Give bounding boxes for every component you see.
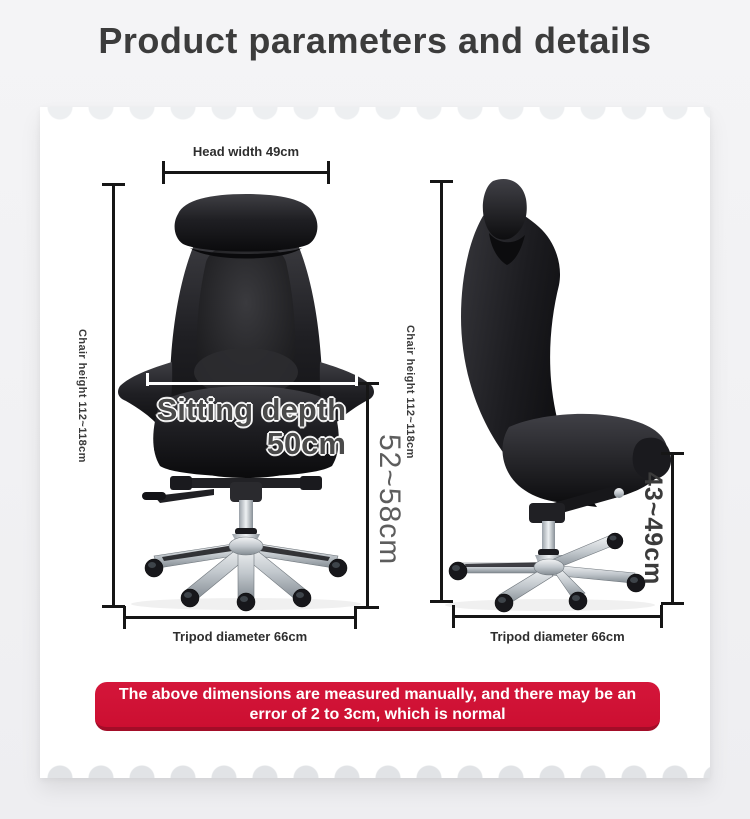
dimension-cap: [162, 161, 165, 184]
notice-line-2: error of 2 to 3cm, which is normal: [249, 705, 506, 723]
dimension-cap: [123, 606, 126, 629]
front-head-width-label: Head width 49cm: [192, 144, 300, 159]
front-head-width-dimension-line: [162, 171, 330, 174]
dimension-cap: [102, 605, 125, 608]
front-seat-height-label: 52~58cm: [373, 434, 406, 566]
dimension-cap: [356, 382, 379, 385]
side-seat-height-label: 43~49cm: [639, 471, 667, 586]
dimension-cap: [356, 606, 379, 609]
dimension-cap: [660, 605, 663, 628]
dimension-cap: [430, 600, 453, 603]
side-chair-height-dimension-line: [440, 180, 443, 603]
side-seat-height-dimension-line: [671, 452, 674, 605]
front-chair-height-label: Chair height 112~118cm: [76, 328, 88, 463]
page-title: Product parameters and details: [98, 20, 652, 61]
side-tripod-label: Tripod diameter 66cm: [490, 629, 625, 644]
front-tripod-label: Tripod diameter 66cm: [172, 629, 308, 644]
dimension-cap: [355, 373, 358, 386]
measurement-notice-banner: [95, 682, 660, 731]
dimension-cap: [430, 180, 453, 183]
stamp-perforation-top: [40, 107, 710, 122]
front-tripod-dimension-line: [123, 616, 357, 619]
sitting-depth-line: [146, 382, 358, 385]
sitting-depth-value: 50cm: [266, 426, 346, 461]
sitting-depth-text: Sitting depth: [156, 392, 346, 427]
front-chair-height-dimension-line: [112, 183, 115, 608]
sitting-depth-label: [150, 393, 346, 461]
notice-line-1: The above dimensions are measured manually, and there may be an: [118, 685, 637, 703]
dimension-cap: [354, 606, 357, 629]
stamp-perforation-bottom: [40, 763, 710, 778]
dimension-cap: [102, 183, 125, 186]
dimension-cap: [327, 161, 330, 184]
side-chair-height-label: Chair height 112~118cm: [404, 324, 416, 459]
dimension-cap: [146, 373, 149, 386]
dimension-cap: [452, 605, 455, 628]
side-tripod-dimension-line: [452, 615, 663, 618]
front-seat-height-dimension-line: [366, 382, 369, 609]
